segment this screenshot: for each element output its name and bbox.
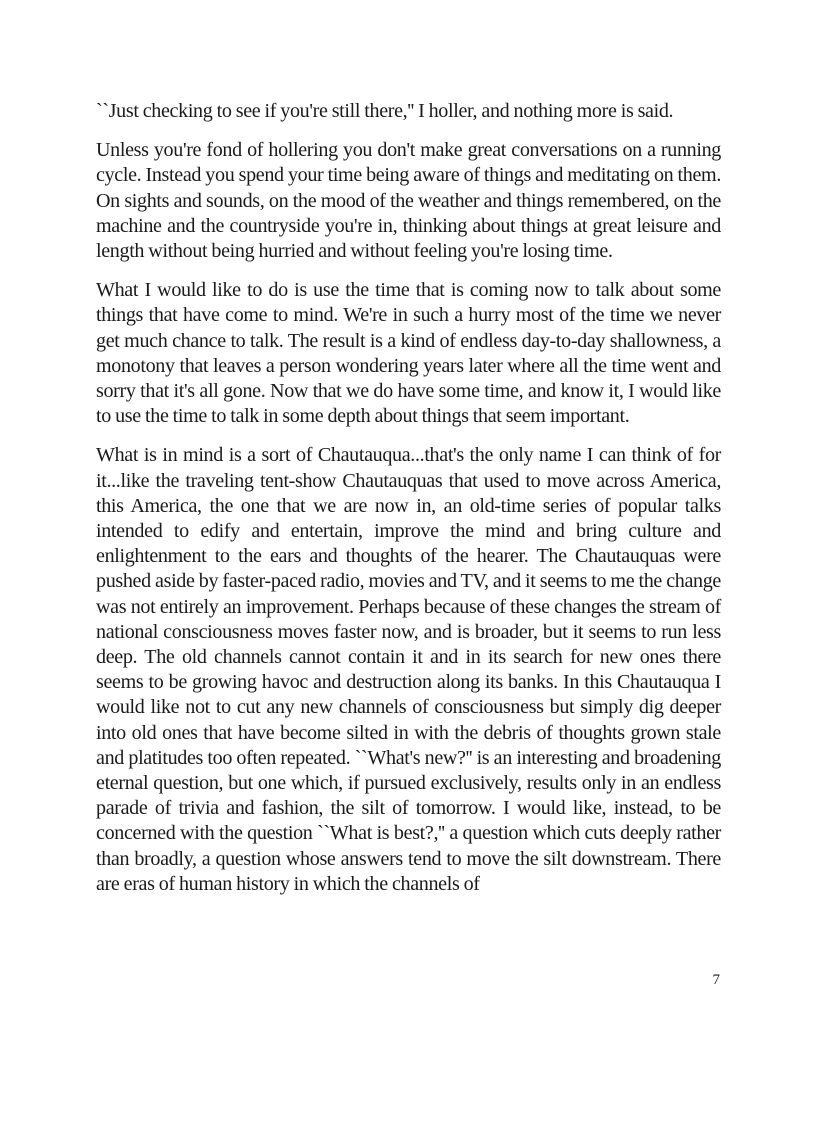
body-text: [96, 99, 721, 911]
paragraph-4: What is in mind is a sort of Chautauqua...that's the only name I can think of for it...like the traveling tent-show Chautauquas that used to move across America, this America, the one that we are now in, an old-time series of popular talks intended to edify and entertain, improve the mind and bring culture and enlightenment to the ears and thoughts of the hearer. The Chautauquas were pushed aside by faster-paced radio, movies and TV, and it seems to me the change was not entirely an improvement. Perhaps because of these changes the stream of national consciousness moves faster now, and is broader, but it seems to run less deep. The old channels cannot contain it and in its search for new ones there seems to be growing havoc and destruction along its banks. In this Chautauqua I would like not to cut any new channels of consciousness but simply dig deeper into old ones that have become silted in with the debris of thoughts grown stale and platitudes too often repeated. ``What's new?'' is an interesting and broadening eternal question, but one which, if pursued exclusively, results only in an endless parade of trivia and fashion, the silt of tomorrow. I would like, instead, to be concerned with the question ``What is best?,'' a question which cuts deeply rather than broadly, a question whose answers tend to move the silt downstream. There are eras of human history in which the channels of: [96, 444, 721, 895]
paragraph-1: ``Just checking to see if you're still there,'' I holler, and nothing more is said.: [96, 100, 674, 122]
paragraph-3: What I would like to do is use the time that is coming now to talk about some things that have come to mind. We're in such a hurry most of the time we never get much chance to talk. The result is a kind of endless day-to-day shallowness, a monotony that leaves a person wondering years later where all the time went and sorry that it's all gone. Now that we do have some time, and know it, I would like to use the time to talk in some depth about things that seem important.: [96, 279, 721, 428]
page-number: 7: [712, 972, 720, 988]
paragraph-2: Unless you're fond of hollering you don't make great conversations on a running cycle. Instead you spend your time being aware of things and meditating on them. On sights and sounds, on the mood of the weather and things remembered, on the machine and the countryside you're in, thinking about things at great leisure and length without being hurried and without feeling you're losing time.: [96, 139, 721, 263]
